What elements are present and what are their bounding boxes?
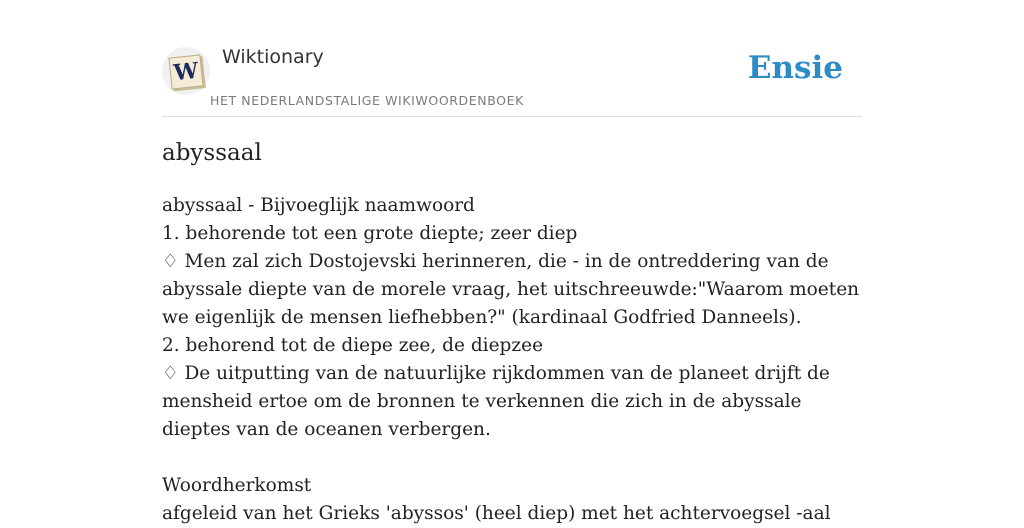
spacer — [162, 444, 864, 472]
logo-tile — [168, 54, 203, 89]
example-1: ♢ Men zal zich Dostojevski herinneren, die - in de ontreddering van de abyssale diepte van de morele vraag, het uitschreeuwde:"Waarom moeten we eigenlijk de mensen liefhebben?" (kardinaal Godfried Danneels). — [162, 251, 860, 328]
etymology-text: afgeleid van het Grieks 'abyssos' (heel diep) met het achtervoegsel -aal — [162, 503, 831, 524]
site-tagline: HET NEDERLANDSTALIGE WIKIWOORDENBOEK — [210, 93, 524, 108]
logo-letter: W — [172, 57, 200, 87]
etymology-heading: Woordherkomst — [162, 475, 312, 496]
entry-heading-line: abyssaal - Bijvoeglijk naamwoord — [162, 195, 475, 216]
page-title: abyssaal — [162, 140, 262, 166]
site-name[interactable]: Wiktionary — [222, 46, 324, 68]
definition-2: 2. behorend tot de diepe zee, de diepzee — [162, 335, 544, 356]
site-header — [162, 0, 862, 117]
page — [162, 0, 862, 524]
wiktionary-logo-icon[interactable] — [162, 47, 210, 95]
definition-1: 1. behorende tot een grote diepte; zeer diep — [162, 223, 578, 244]
ensie-logo[interactable]: Ensie — [747, 50, 843, 86]
example-2: ♢ De uitputting van de natuurlijke rijkdommen van de planeet drijft de mensheid ertoe om de bronnen te verkennen die zich in de abyssale dieptes van de oceanen verbergen. — [162, 363, 830, 440]
entry-content — [162, 192, 864, 528]
